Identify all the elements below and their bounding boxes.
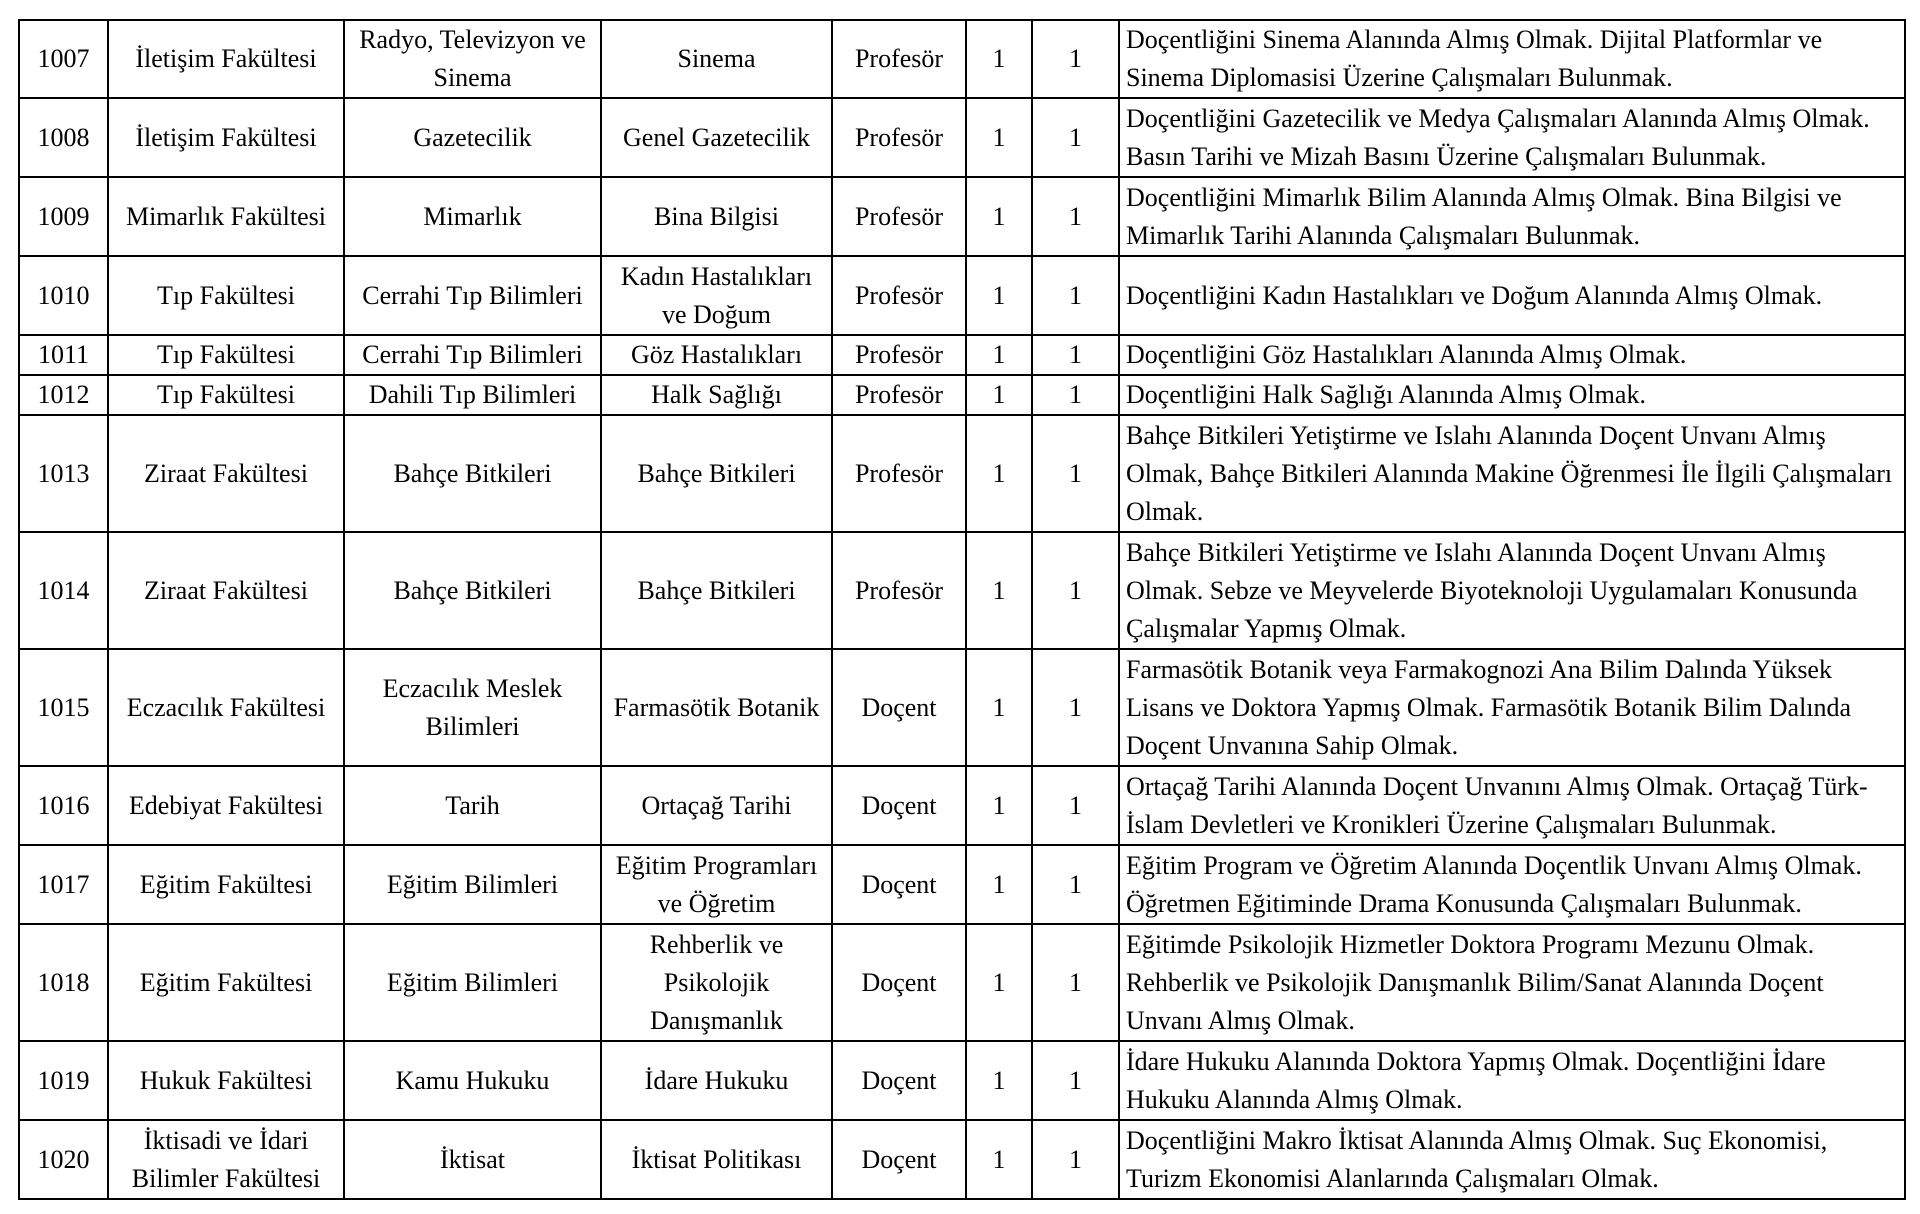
cell-division: Genel Gazetecilik [601,98,832,177]
cell-title: Profesör [832,177,966,256]
table-row [19,177,1905,256]
cell-requirements: Doçentliğini Gazetecilik ve Medya Çalışmaları Alanında Almış Olmak. Basın Tarihi ve Mizah Basını Üzerine Çalışmaları Bulunmak. [1119,98,1905,177]
cell-requirements: Doçentliğini Halk Sağlığı Alanında Almış Olmak. [1119,375,1905,415]
cell-faculty: İletişim Fakültesi [108,98,344,177]
table-row [19,415,1905,532]
cell-no: 1007 [19,20,108,98]
cell-degree-count: 1 [966,335,1032,375]
cell-faculty: İletişim Fakültesi [108,20,344,98]
cell-title: Doçent [832,766,966,845]
cell-department: Bahçe Bitkileri [344,415,601,532]
cell-department: Gazetecilik [344,98,601,177]
cell-faculty: Eğitim Fakültesi [108,924,344,1041]
cell-staff-count: 1 [1032,924,1119,1041]
cell-degree-count: 1 [966,1041,1032,1120]
cell-division: Bahçe Bitkileri [601,415,832,532]
cell-title: Profesör [832,20,966,98]
cell-degree-count: 1 [966,924,1032,1041]
cell-staff-count: 1 [1032,1120,1119,1199]
cell-department: Bahçe Bitkileri [344,532,601,649]
cell-division: Sinema [601,20,832,98]
cell-staff-count: 1 [1032,415,1119,532]
cell-requirements: İdare Hukuku Alanında Doktora Yapmış Olmak. Doçentliğini İdare Hukuku Alanında Almış Olmak. [1119,1041,1905,1120]
cell-requirements: Farmasötik Botanik veya Farmakognozi Ana Bilim Dalında Yüksek Lisans ve Doktora Yapmış Olmak. Farmasötik Botanik Bilim Dalında Doçent Unvanına Sahip Olmak. [1119,649,1905,766]
cell-faculty: Edebiyat Fakültesi [108,766,344,845]
cell-title: Profesör [832,335,966,375]
cell-degree-count: 1 [966,532,1032,649]
cell-staff-count: 1 [1032,532,1119,649]
cell-degree-count: 1 [966,415,1032,532]
cell-department: Tarih [344,766,601,845]
table-row [19,335,1905,375]
cell-staff-count: 1 [1032,766,1119,845]
cell-staff-count: 1 [1032,256,1119,335]
cell-degree-count: 1 [966,256,1032,335]
cell-no: 1013 [19,415,108,532]
cell-staff-count: 1 [1032,1041,1119,1120]
cell-title: Doçent [832,649,966,766]
cell-requirements: Doçentliğini Makro İktisat Alanında Almış Olmak. Suç Ekonomisi, Turizm Ekonomisi Alanlarında Çalışmaları Olmak. [1119,1120,1905,1199]
cell-division: Farmasötik Botanik [601,649,832,766]
table-row [19,98,1905,177]
cell-no: 1020 [19,1120,108,1199]
table-row [19,924,1905,1041]
cell-requirements: Bahçe Bitkileri Yetiştirme ve Islahı Alanında Doçent Unvanı Almış Olmak, Bahçe Bitkileri Alanında Makine Öğrenmesi İle İlgili Çalışmaları Olmak. [1119,415,1905,532]
cell-no: 1018 [19,924,108,1041]
cell-requirements: Doçentliğini Kadın Hastalıkları ve Doğum Alanında Almış Olmak. [1119,256,1905,335]
cell-requirements: Bahçe Bitkileri Yetiştirme ve Islahı Alanında Doçent Unvanı Almış Olmak. Sebze ve Meyvelerde Biyoteknoloji Uygulamaları Konusunda Çalışmalar Yapmış Olmak. [1119,532,1905,649]
cell-faculty: Hukuk Fakültesi [108,1041,344,1120]
cell-degree-count: 1 [966,98,1032,177]
cell-staff-count: 1 [1032,335,1119,375]
cell-department: Eczacılık Meslek Bilimleri [344,649,601,766]
cell-department: İktisat [344,1120,601,1199]
table-row [19,1041,1905,1120]
cell-department: Mimarlık [344,177,601,256]
table-row [19,649,1905,766]
table-row [19,1120,1905,1199]
cell-staff-count: 1 [1032,649,1119,766]
cell-requirements: Eğitimde Psikolojik Hizmetler Doktora Programı Mezunu Olmak. Rehberlik ve Psikolojik Danışmanlık Bilim/Sanat Alanında Doçent Unvanı Almış Olmak. [1119,924,1905,1041]
cell-division: Rehberlik ve Psikolojik Danışmanlık [601,924,832,1041]
cell-division: Bahçe Bitkileri [601,532,832,649]
cell-title: Doçent [832,924,966,1041]
cell-faculty: Tıp Fakültesi [108,335,344,375]
table-row [19,256,1905,335]
cell-faculty: Ziraat Fakültesi [108,532,344,649]
cell-no: 1014 [19,532,108,649]
cell-no: 1012 [19,375,108,415]
cell-division: İdare Hukuku [601,1041,832,1120]
table-row [19,532,1905,649]
cell-department: Cerrahi Tıp Bilimleri [344,256,601,335]
cell-department: Cerrahi Tıp Bilimleri [344,335,601,375]
cell-degree-count: 1 [966,375,1032,415]
cell-requirements: Doçentliğini Göz Hastalıkları Alanında Almış Olmak. [1119,335,1905,375]
cell-department: Radyo, Televizyon ve Sinema [344,20,601,98]
cell-title: Profesör [832,415,966,532]
cell-faculty: İktisadi ve İdari Bilimler Fakültesi [108,1120,344,1199]
cell-degree-count: 1 [966,20,1032,98]
cell-faculty: Tıp Fakültesi [108,375,344,415]
cell-division: Göz Hastalıkları [601,335,832,375]
cell-staff-count: 1 [1032,845,1119,924]
cell-title: Profesör [832,256,966,335]
cell-division: Halk Sağlığı [601,375,832,415]
cell-title: Doçent [832,1120,966,1199]
cell-division: Bina Bilgisi [601,177,832,256]
cell-division: Eğitim Programları ve Öğretim [601,845,832,924]
table-row [19,20,1905,98]
cell-no: 1015 [19,649,108,766]
cell-no: 1016 [19,766,108,845]
cell-no: 1011 [19,335,108,375]
cell-title: Profesör [832,532,966,649]
cell-faculty: Mimarlık Fakültesi [108,177,344,256]
cell-title: Doçent [832,1041,966,1120]
cell-requirements: Ortaçağ Tarihi Alanında Doçent Unvanını Almış Olmak. Ortaçağ Türk-İslam Devletleri ve Kronikleri Üzerine Çalışmaları Bulunmak. [1119,766,1905,845]
cell-requirements: Doçentliğini Sinema Alanında Almış Olmak. Dijital Platformlar ve Sinema Diplomasisi Üzerine Çalışmaları Bulunmak. [1119,20,1905,98]
cell-requirements: Eğitim Program ve Öğretim Alanında Doçentlik Unvanı Almış Olmak. Öğretmen Eğitiminde Drama Konusunda Çalışmaları Bulunmak. [1119,845,1905,924]
cell-division: Kadın Hastalıkları ve Doğum [601,256,832,335]
cell-degree-count: 1 [966,766,1032,845]
position-table [18,19,1906,1200]
cell-degree-count: 1 [966,845,1032,924]
cell-department: Dahili Tıp Bilimleri [344,375,601,415]
cell-no: 1008 [19,98,108,177]
table-row [19,375,1905,415]
cell-no: 1019 [19,1041,108,1120]
cell-department: Eğitim Bilimleri [344,845,601,924]
cell-department: Eğitim Bilimleri [344,924,601,1041]
cell-faculty: Tıp Fakültesi [108,256,344,335]
cell-faculty: Ziraat Fakültesi [108,415,344,532]
cell-degree-count: 1 [966,649,1032,766]
cell-faculty: Eğitim Fakültesi [108,845,344,924]
cell-title: Profesör [832,98,966,177]
cell-title: Profesör [832,375,966,415]
table-row [19,766,1905,845]
cell-no: 1009 [19,177,108,256]
cell-requirements: Doçentliğini Mimarlık Bilim Alanında Almış Olmak. Bina Bilgisi ve Mimarlık Tarihi Alanında Çalışmaları Bulunmak. [1119,177,1905,256]
cell-staff-count: 1 [1032,98,1119,177]
cell-department: Kamu Hukuku [344,1041,601,1120]
table-row [19,845,1905,924]
cell-faculty: Eczacılık Fakültesi [108,649,344,766]
cell-staff-count: 1 [1032,375,1119,415]
cell-no: 1010 [19,256,108,335]
cell-title: Doçent [832,845,966,924]
cell-no: 1017 [19,845,108,924]
cell-staff-count: 1 [1032,20,1119,98]
cell-degree-count: 1 [966,1120,1032,1199]
cell-division: Ortaçağ Tarihi [601,766,832,845]
cell-degree-count: 1 [966,177,1032,256]
cell-staff-count: 1 [1032,177,1119,256]
cell-division: İktisat Politikası [601,1120,832,1199]
